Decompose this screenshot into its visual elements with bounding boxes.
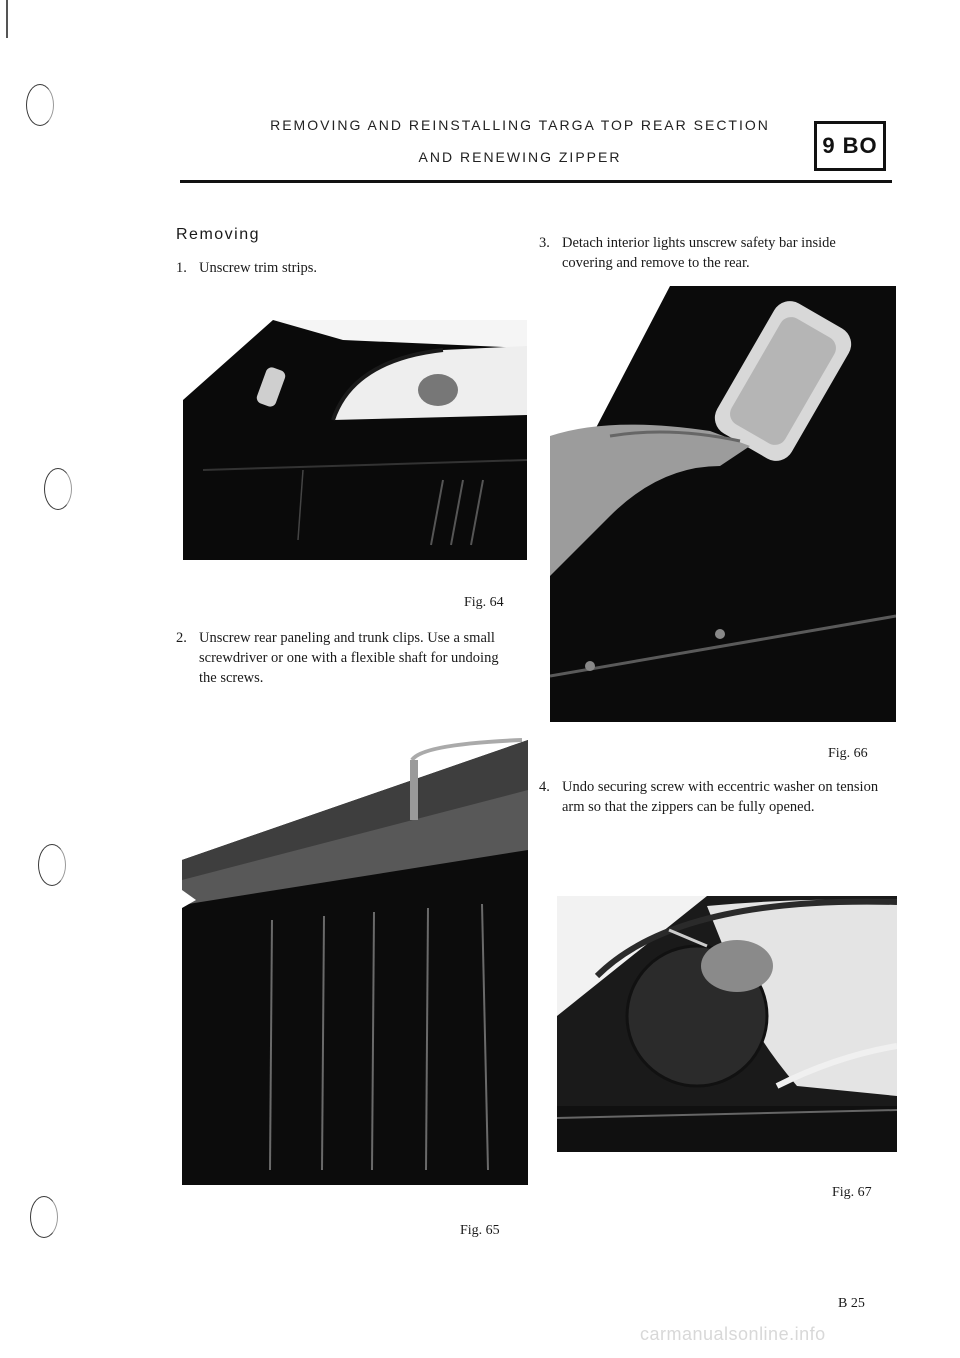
watermark: carmanualsonline.info	[640, 1324, 826, 1344]
step-number: 4.	[539, 779, 550, 795]
header-rule	[180, 180, 892, 183]
page-number: B 25	[838, 1296, 865, 1311]
figure-65-caption: Fig. 65	[460, 1223, 500, 1238]
figure-64-caption: Fig. 64	[464, 595, 504, 610]
binder-hole	[26, 84, 54, 126]
figure-64-photo	[183, 320, 527, 560]
page-title-line2: AND RENEWING ZIPPER	[418, 149, 622, 165]
interior-light-photo-drawing	[550, 286, 896, 722]
step-text: Undo securing screw with eccentric washer on tension arm so that the zippers can be fully opened.	[562, 779, 879, 815]
figure-66-photo	[550, 286, 896, 722]
trim-strip-photo-drawing	[183, 320, 527, 560]
page-title-line1: REMOVING AND REINSTALLING TARGA TOP REAR SECTION	[270, 117, 770, 133]
step-number: 2.	[176, 630, 187, 646]
tension-arm-photo-drawing	[557, 896, 897, 1152]
binder-hole	[44, 468, 72, 510]
rear-paneling-photo-drawing	[182, 730, 528, 1185]
scan-edge-line	[6, 0, 8, 38]
section-heading: Removing	[176, 226, 261, 243]
binder-hole	[30, 1196, 58, 1238]
step-4	[539, 777, 879, 817]
step-text: Unscrew rear paneling and trunk clips. Use a small screwdriver or one with a flexible shaft for undoing the screws.	[199, 630, 499, 686]
step-text: Unscrew trim strips.	[199, 260, 317, 276]
figure-66-caption: Fig. 66	[828, 746, 868, 761]
step-2	[176, 628, 516, 688]
figure-65-photo	[182, 730, 528, 1185]
step-1	[176, 258, 516, 278]
step-number: 1.	[176, 260, 187, 276]
step-3	[539, 233, 879, 273]
binder-hole	[38, 844, 66, 886]
step-number: 3.	[539, 235, 550, 251]
figure-67-photo	[557, 896, 897, 1152]
section-code-badge: 9 BO	[814, 121, 886, 171]
step-text: Detach interior lights unscrew safety bar inside covering and remove to the rear.	[562, 235, 836, 271]
figure-67-caption: Fig. 67	[832, 1185, 872, 1200]
